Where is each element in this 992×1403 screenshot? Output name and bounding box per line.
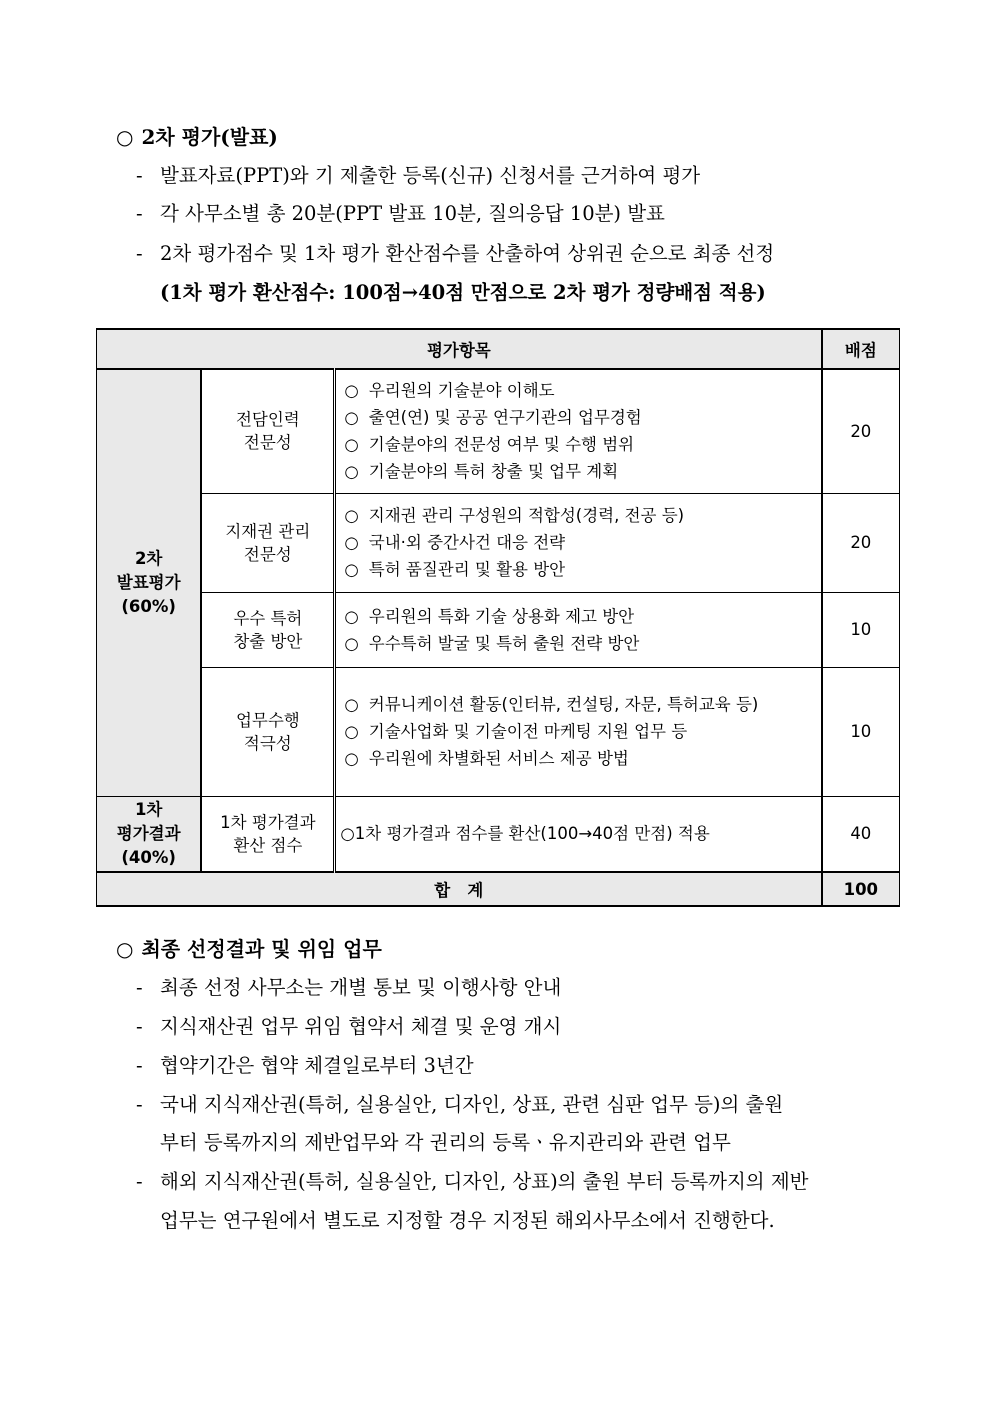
table-header-row (97, 329, 900, 369)
table-total-row (97, 872, 900, 906)
list-item: ○ 우수특허 발굴 및 특허 출원 전략 방안 (344, 633, 640, 653)
header-score: 배점 (822, 329, 900, 369)
score-cell: 20 (822, 493, 900, 592)
total-label: 합 계 (97, 872, 822, 906)
criteria-list (335, 667, 822, 796)
list-item: ○1차 평가결과 점수를 환산(100→40점 만점) 적용 (340, 824, 710, 844)
table-row (97, 592, 900, 667)
criteria-list (335, 796, 822, 872)
category-presentation-eval: 2차 발표평가 (60%) (97, 369, 202, 796)
criteria-list (335, 592, 822, 667)
total-score: 100 (822, 872, 900, 906)
table-row (97, 369, 900, 493)
criteria-list (335, 493, 822, 592)
list-item: ○ 출연(연) 및 공공 연구기관의 업무경험 (344, 408, 642, 428)
circle-bullet-icon: ○ (116, 937, 134, 961)
section1-line-2: - 각 사무소별 총 20분(PPT 발표 10분, 질의응답 10분) 발표 (136, 202, 665, 225)
list-item: ○ 국내·외 중간사건 대응 전략 (344, 533, 566, 552)
category-first-round-result: 1차 평가결과 (40%) (97, 796, 202, 872)
list-item: ○ 특허 품질관리 및 활용 방안 (344, 560, 566, 579)
circle-bullet-icon: ○ (116, 125, 134, 149)
subcategory-work-proactiveness: 업무수행 적극성 (201, 667, 335, 796)
section1-note: (1차 평가 환산점수: 100점→40점 만점으로 2차 평가 정량배점 적용) (160, 281, 766, 304)
list-item: ○ 우리원의 기술분야 이해도 (344, 381, 555, 401)
section2-line-1: - 최종 선정 사무소는 개별 통보 및 이행사항 안내 (136, 976, 562, 999)
list-item: ○ 기술분야의 특허 창출 및 업무 계획 (344, 462, 619, 482)
section1-title: 2차 평가(발표) (141, 125, 278, 149)
section2-line-2: - 지식재산권 업무 위임 협약서 체결 및 운영 개시 (136, 1015, 562, 1038)
section2-line-4: - 국내 지식재산권(특허, 실용실안, 디자인, 상표, 관련 심판 업무 등)의 출원 (136, 1093, 784, 1116)
subcategory-staff-expertise: 전담인력 전문성 (201, 369, 335, 493)
table-row (97, 667, 900, 796)
score-cell: 40 (822, 796, 900, 872)
list-item: ○ 우리원의 특화 기술 상용화 제고 방안 (344, 606, 635, 626)
evaluation-table (96, 328, 900, 907)
section2-line-5: - 해외 지식재산권(특허, 실용실안, 디자인, 상표)의 출원 부터 등록까지의 제반 (136, 1170, 809, 1193)
table-row (97, 796, 900, 872)
header-evaluation-item: 평가항목 (97, 329, 822, 369)
subcategory-converted-score: 1차 평가결과 환산 점수 (201, 796, 335, 872)
section2-title: 최종 선정결과 및 위임 업무 (141, 937, 382, 961)
subcategory-ip-management: 지재권 관리 전문성 (201, 493, 335, 592)
subcategory-patent-creation: 우수 특허 창출 방안 (201, 592, 335, 667)
list-item: ○ 지재권 관리 구성원의 적합성(경력, 전공 등) (344, 506, 685, 525)
section2-line-5-cont: 업무는 연구원에서 별도로 지정할 경우 지정된 해외사무소에서 진행한다. (160, 1209, 775, 1232)
list-item: ○ 우리원에 차별화된 서비스 제공 방법 (344, 749, 629, 768)
score-cell: 10 (822, 667, 900, 796)
list-item: ○ 기술분야의 전문성 여부 및 수행 범위 (344, 435, 635, 455)
table-row (97, 493, 900, 592)
section2-line-4-cont: 부터 등록까지의 제반업무와 각 권리의 등록ㆍ유지관리와 관련 업무 (160, 1131, 731, 1154)
section1-line-3: - 2차 평가점수 및 1차 평가 환산점수를 산출하여 상위권 순으로 최종 선정 (136, 242, 775, 265)
list-item: ○ 커뮤니케이션 활동(인터뷰, 컨설팅, 자문, 특허교육 등) (344, 695, 759, 714)
section1-line-1: - 발표자료(PPT)와 기 제출한 등록(신규) 신청서를 근거하여 평가 (136, 164, 701, 187)
section1-heading (116, 123, 278, 151)
score-cell: 10 (822, 592, 900, 667)
section2-line-3: - 협약기간은 협약 체결일로부터 3년간 (136, 1054, 474, 1077)
score-cell: 20 (822, 369, 900, 493)
section2-heading (116, 935, 382, 963)
list-item: ○ 기술사업화 및 기술이전 마케팅 지원 업무 등 (344, 722, 688, 741)
criteria-list (335, 369, 822, 493)
